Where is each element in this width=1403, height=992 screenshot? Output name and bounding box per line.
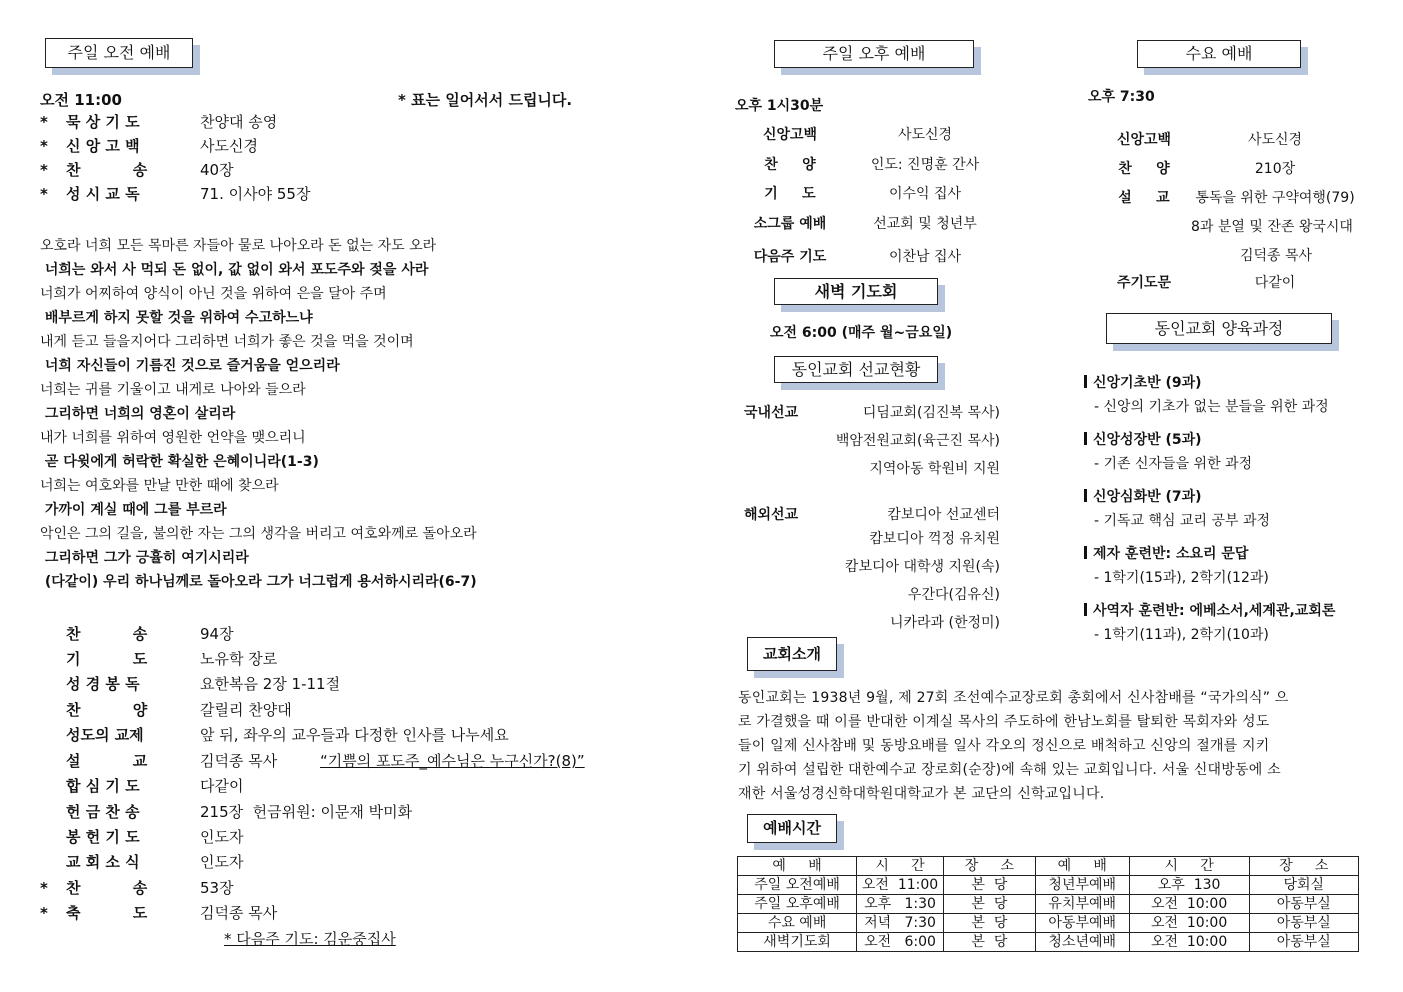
table-cell: 아동부실 <box>1249 914 1358 933</box>
intro-line: 동인교회는 1938년 9월, 제 27회 조선예수교장로회 총회에서 신사참배를 “국가의식” 으 <box>738 690 1289 706</box>
table-header: 장 소 <box>943 857 1035 876</box>
order-value: 찬양대 송영 <box>200 113 278 131</box>
order-label: 신 앙 고 백 <box>66 137 140 155</box>
afternoon-service-title: 주일 오후 예배 <box>774 40 974 68</box>
table-cell: 아동부실 <box>1249 933 1358 952</box>
afternoon-time: 오후 1시30분 <box>735 98 824 114</box>
table-row <box>738 933 1359 952</box>
reading-line-response: 가까이 계실 때에 그를 부르라 <box>40 502 227 518</box>
reading-line: 내가 너희를 위하여 영원한 언약을 맺으리니 <box>40 430 306 446</box>
wednesday-preacher: 김덕종 목사 <box>1240 248 1313 264</box>
order-item <box>40 623 234 644</box>
reading-line: 악인은 그의 길을, 불의한 자는 그의 생각을 버리고 여호와께로 돌아오라 <box>40 526 477 542</box>
reading-line: 내게 듣고 들을지어다 그리하면 너희가 좋은 것을 먹을 것이며 <box>40 334 414 350</box>
order-label: 교 회 소 식 <box>66 853 140 871</box>
order-value: 김덕종 목사 <box>200 904 278 922</box>
afternoon-item <box>735 154 1005 174</box>
order-label: 묵 상 기 도 <box>66 113 140 131</box>
mission-item: 캄보디아 대학생 지원(속) <box>844 559 1000 575</box>
order-label: 합 심 기 도 <box>66 777 140 795</box>
order-item <box>40 775 243 796</box>
order-label: 찬 송 <box>66 625 148 643</box>
table-row <box>738 876 1359 895</box>
course-desc: - 1학기(15과), 2학기(12과) <box>1094 570 1269 586</box>
standing-mark: * <box>40 161 48 179</box>
wednesday-label: 찬 양 <box>1118 161 1170 177</box>
wednesday-value: 다같이 <box>1254 275 1296 291</box>
table-cell: 오전 10:00 <box>1129 933 1249 952</box>
mission-item: 백암전원교회(육근진 목사) <box>835 433 1000 449</box>
reading-line: 너희는 귀를 기울이고 내게로 나아와 들으라 <box>40 382 306 398</box>
afternoon-label: 다음주 기도 <box>753 249 827 265</box>
order-item <box>40 648 277 669</box>
table-cell: 저녁 7:30 <box>857 914 944 933</box>
afternoon-value: 선교회 및 청년부 <box>873 216 977 232</box>
bullet-bar-icon <box>1084 603 1087 616</box>
table-header: 시 간 <box>1129 857 1249 876</box>
table-cell: 수요 예배 <box>738 914 857 933</box>
reading-line-response: (다같이) 우리 하나님께로 돌아오라 그가 너그럽게 용서하시리라(6-7) <box>40 574 477 590</box>
next-week-prayer: * 다음주 기도: 김운중집사 <box>224 930 396 948</box>
intro-line: 들이 일제 신사참배 및 동방요배를 일사 각오의 정신으로 배척하고 신앙의 절개를 지키 <box>738 738 1270 754</box>
order-item <box>40 826 243 847</box>
course-name-text: 신앙심화반 (7과) <box>1093 489 1202 505</box>
reading-line: 너희가 어찌하여 양식이 아닌 것을 위하여 은을 달아 주며 <box>40 286 387 302</box>
course-name-text: 제자 훈련반: 소요리 문답 <box>1093 546 1249 562</box>
order-value: 앞 뒤, 좌우의 교우들과 다정한 인사를 나누세요 <box>200 726 509 744</box>
intro-line: 로 가결했을 때 이를 반대한 이계실 목사의 주도하에 한남노회를 탈퇴한 목회자와 성도 <box>738 714 1270 730</box>
afternoon-value: 사도신경 <box>897 127 953 143</box>
reading-line-response: 그리하면 너희의 영혼이 살리라 <box>40 406 236 422</box>
table-cell: 본 당 <box>943 895 1035 914</box>
reading-line-response: 그리하면 그가 긍휼히 여기시리라 <box>40 550 249 566</box>
mission-item: 캄보디아 선교센터 <box>887 507 1000 523</box>
afternoon-value: 이찬남 집사 <box>888 249 962 265</box>
wednesday-value: 사도신경 <box>1247 132 1303 148</box>
wednesday-label: 신앙고백 <box>1116 132 1172 148</box>
wednesday-label: 주기도문 <box>1116 275 1172 291</box>
order-item <box>40 877 234 898</box>
table-header-row <box>738 857 1359 876</box>
table-cell: 아동부실 <box>1249 895 1358 914</box>
course-desc: - 신앙의 기초가 없는 분들을 위한 과정 <box>1094 399 1329 415</box>
opening-item <box>40 135 258 156</box>
reading-line: 오호라 너희 모든 목마른 자들아 물로 나아오라 돈 없는 자도 오라 <box>40 238 437 254</box>
order-value: 갈릴리 찬양대 <box>200 701 292 719</box>
afternoon-label: 신앙고백 <box>762 127 818 143</box>
order-label: 성도의 교제 <box>66 726 144 744</box>
opening-item <box>40 183 310 204</box>
mission-item: 니카라과 (한정미) <box>889 615 1000 631</box>
training-title: 동인교회 양육과정 <box>1106 313 1332 344</box>
order-value: 인도자 <box>200 828 244 846</box>
table-cell: 청소년예배 <box>1035 933 1129 952</box>
course-desc: - 1학기(11과), 2학기(10과) <box>1094 627 1269 643</box>
course-name <box>1084 372 1202 392</box>
order-item <box>40 801 412 822</box>
mission-item: 캄보디아 꺽정 유치원 <box>869 531 1000 547</box>
wednesday-service-title: 수요 예배 <box>1137 40 1301 68</box>
bullet-bar-icon <box>1084 432 1087 445</box>
table-cell: 본 당 <box>943 914 1035 933</box>
order-value: 노유학 장로 <box>200 650 278 668</box>
reading-line-response: 곧 다윗에게 허락한 확실한 은혜이니라(1-3) <box>40 454 319 470</box>
course-name-text: 신앙성장반 (5과) <box>1093 432 1202 448</box>
course-name <box>1084 486 1202 506</box>
bullet-bar-icon <box>1084 546 1087 559</box>
overseas-mission-label: 해외선교 <box>744 507 799 523</box>
afternoon-label: 기 도 <box>764 186 816 202</box>
reading-line-response: 배부르게 하지 못할 것을 위하여 수고하느냐 <box>40 310 313 326</box>
order-item <box>40 673 340 694</box>
bullet-bar-icon <box>1084 375 1087 388</box>
schedule-table <box>737 856 1359 952</box>
table-cell: 오전 10:00 <box>1129 895 1249 914</box>
order-label: 헌 금 찬 송 <box>66 803 140 821</box>
order-item <box>40 902 277 923</box>
afternoon-value: 이수익 집사 <box>888 186 962 202</box>
order-label: 기 도 <box>66 650 148 668</box>
wednesday-value: 통독을 위한 구약여행(79) <box>1195 190 1355 206</box>
course-desc: - 기존 신자들을 위한 과정 <box>1094 456 1253 472</box>
table-cell: 아동부예배 <box>1035 914 1129 933</box>
order-item <box>40 699 292 720</box>
order-label: 성 시 교 독 <box>66 185 140 203</box>
intro-line: 재한 서울성경신학대학원대학교가 본 교단의 신학교입니다. <box>738 786 1105 802</box>
course-name-text: 신앙기초반 (9과) <box>1093 375 1202 391</box>
course-name <box>1084 429 1202 449</box>
table-cell: 오후 1:30 <box>857 895 944 914</box>
mission-item: 우간다(김유신) <box>907 587 1000 603</box>
table-cell: 새벽기도회 <box>738 933 857 952</box>
afternoon-value: 인도: 진명훈 간사 <box>870 157 980 173</box>
table-cell: 유치부예배 <box>1035 895 1129 914</box>
reading-line-response: 너희는 와서 사 먹되 돈 없이, 값 없이 와서 포도주와 젖을 사라 <box>40 262 429 278</box>
afternoon-item <box>735 246 1005 266</box>
afternoon-item <box>735 183 1005 203</box>
order-label: 찬 양 <box>66 701 148 719</box>
morning-service-title: 주일 오전 예배 <box>45 38 193 68</box>
order-value: 다같이 <box>200 777 244 795</box>
wednesday-time: 오후 7:30 <box>1088 89 1155 105</box>
table-cell: 오후 130 <box>1129 876 1249 895</box>
table-cell: 오전 6:00 <box>857 933 944 952</box>
table-cell: 주일 오후예배 <box>738 895 857 914</box>
table-cell: 청년부예배 <box>1035 876 1129 895</box>
order-label: 찬 송 <box>66 161 148 179</box>
order-item <box>40 750 585 771</box>
course-name <box>1084 543 1248 563</box>
table-cell: 주일 오전예배 <box>738 876 857 895</box>
mission-title: 동인교회 선교현황 <box>774 356 938 383</box>
order-value: 사도신경 <box>200 137 258 155</box>
wednesday-item <box>1108 129 1370 149</box>
bullet-bar-icon <box>1084 489 1087 502</box>
afternoon-label: 소그룹 예배 <box>753 216 827 232</box>
order-label: 찬 송 <box>66 879 148 897</box>
standing-mark: * <box>40 185 48 203</box>
afternoon-item <box>735 124 1005 144</box>
order-label: 성 경 봉 독 <box>66 675 140 693</box>
order-value: 40장 <box>200 161 234 179</box>
order-value: 요한복음 2장 1-11절 <box>200 675 341 693</box>
course-desc: - 기독교 핵심 교리 공부 과정 <box>1094 513 1271 529</box>
sermon-title: “기쁨의 포도주_예수님은 누구신가?(8)” <box>320 752 585 770</box>
table-header: 예 배 <box>1035 857 1129 876</box>
order-value: 인도자 <box>200 853 244 871</box>
domestic-mission-label: 국내선교 <box>744 405 799 421</box>
standing-mark: * <box>40 904 48 922</box>
order-item <box>40 851 243 872</box>
mission-item: 디딤교회(김진복 목사) <box>862 405 1000 421</box>
wednesday-value: 210장 <box>1254 161 1296 177</box>
dawn-prayer-time: 오전 6:00 (매주 월~금요일) <box>770 325 953 341</box>
order-label: 설 교 <box>66 752 148 770</box>
order-item <box>40 724 509 745</box>
standing-mark: * <box>40 113 48 131</box>
morning-service-time: 오전 11:00 <box>40 91 122 109</box>
order-value: 71. 이사야 55장 <box>200 185 311 203</box>
reading-line: 너희는 여호와를 만날 만한 때에 찾으라 <box>40 478 279 494</box>
course-name-text: 사역자 훈련반: 에베소서,세계관,교회론 <box>1093 603 1336 619</box>
table-row <box>738 895 1359 914</box>
order-value: 94장 <box>200 625 234 643</box>
table-header: 장 소 <box>1249 857 1358 876</box>
table-row <box>738 914 1359 933</box>
wednesday-item <box>1108 272 1370 292</box>
reading-line-response: 너희 자신들이 기름진 것으로 즐거움을 얻으리라 <box>40 358 340 374</box>
wednesday-sermon-line2: 8과 분열 및 잔존 왕국시대 <box>1191 219 1353 235</box>
table-header: 예 배 <box>738 857 857 876</box>
opening-item <box>40 159 234 180</box>
table-cell: 본 당 <box>943 876 1035 895</box>
wednesday-item <box>1108 187 1370 207</box>
church-intro-title: 교회소개 <box>747 637 837 671</box>
standing-mark: * <box>40 137 48 155</box>
afternoon-item <box>735 213 1005 233</box>
afternoon-label: 찬 양 <box>764 157 816 173</box>
table-cell: 오전 10:00 <box>1129 914 1249 933</box>
opening-item <box>40 111 277 132</box>
table-cell: 당회실 <box>1249 876 1358 895</box>
table-header: 시 간 <box>857 857 944 876</box>
wednesday-label: 설 교 <box>1118 190 1170 206</box>
table-cell: 오전 11:00 <box>857 876 944 895</box>
order-label: 축 도 <box>66 904 148 922</box>
table-cell: 본 당 <box>943 933 1035 952</box>
mission-item: 지역아동 학원비 지원 <box>869 461 1000 477</box>
order-value: 215장 헌금위원: 이문재 박미화 <box>200 803 413 821</box>
wednesday-item <box>1108 158 1370 178</box>
order-value: 53장 <box>200 879 234 897</box>
order-value: 김덕종 목사 <box>200 752 278 770</box>
schedule-title: 예배시간 <box>747 814 837 843</box>
course-name <box>1084 600 1335 620</box>
standing-note: * 표는 일어서서 드립니다. <box>398 91 573 109</box>
standing-mark: * <box>40 879 48 897</box>
dawn-prayer-title: 새벽 기도회 <box>774 278 938 305</box>
intro-line: 기 위하여 설립한 대한예수교 장로회(순장)에 속해 있는 교회입니다. 서울 신대방동에 소 <box>738 762 1281 778</box>
order-label: 봉 헌 기 도 <box>66 828 140 846</box>
